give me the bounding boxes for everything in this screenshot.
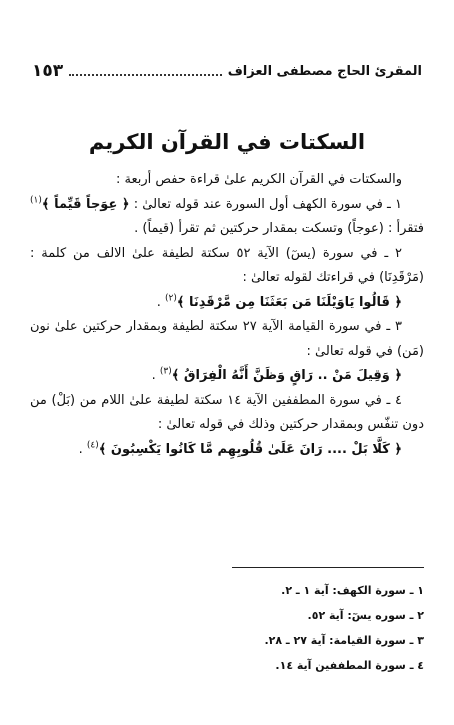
item-2-paragraph xyxy=(30,242,424,291)
item-2-verse-line: ﴿ قَالُوا يَاوَيْلَنَا مَن بَعَثَنَا مِن مَّرْقَدِنَا ﴾$^{(٢)}$ . xyxy=(156,293,402,310)
footnote-ref-3: (٣) xyxy=(159,366,172,377)
item-4-verse: ﴿ كَلَّا بَلْ .... رَانَ عَلَىٰ قُلُوبِهِم مَّا كَانُوا يَكْسِبُونَ ﴾ xyxy=(98,441,402,457)
leader-dots xyxy=(69,66,222,76)
item-2-text: ٢ ـ في سورة (يسٓ) الآية ٥٢ سكتة لطيفة علىٰ الالف من كلمة : (مَرْقَدِنَا) في قراءتك لقوله تعالىٰ : xyxy=(30,245,424,285)
footnote-ref-1: (١) xyxy=(30,195,42,206)
page-number: ١٥٣ xyxy=(32,61,64,81)
footnotes xyxy=(30,578,424,678)
item-1-tail: فتقرأ : (عوجاً) وتسكت بمقدار حركتين ثم تقرأ (قيماً) . xyxy=(134,221,424,236)
chapter-title: السكتات في القرآن الكريم xyxy=(88,130,366,154)
footnote-1: ١ ـ سورة الكهف: آية ١ ـ ٢. xyxy=(281,584,424,597)
item-3-text: ٣ ـ في سورة القيامة الآية ٢٧ سكتة لطيفة وبمقدار حركتين علىٰ نون (مَن) في قوله تعالىٰ : xyxy=(30,319,424,359)
item-3-paragraph xyxy=(30,315,424,364)
running-title: المقرئ الحاج مصطفى العزاف xyxy=(227,63,422,79)
item-3-verse-line: ﴿ وَقِيلَ مَنْ .. رَاقٍ وَظَنَّ أَنَّهُ الْفِرَاقُ ﴾$^{(٣)}$ . xyxy=(151,366,402,383)
footnote-ref-4: (٤) xyxy=(86,440,99,451)
footnote-ref-2: (٢) xyxy=(164,293,177,304)
item-3-verse: ﴿ وَقِيلَ مَنْ .. رَاقٍ وَظَنَّ أَنَّهُ الْفِرَاقُ ﴾ xyxy=(171,368,402,383)
item-1-verse: ﴿ عِوَجاً قَيِّماً ﴾ xyxy=(41,196,130,212)
running-header xyxy=(32,60,422,82)
item-4-text: ٤ ـ في سورة المطففين الآية ١٤ سكتة لطيفة علىٰ اللام من (بَلْ) من دون تنفّس وبمقدار حركتين وذلك في قوله تعالىٰ : xyxy=(30,392,424,432)
intro-paragraph: والسكتات في القرآن الكريم علىٰ قراءة حفص أربعة : xyxy=(115,172,402,187)
item-2-verse: ﴿ قَالُوا يَاوَيْلَنَا مَن بَعَثَنَا مِن مَّرْقَدِنَا ﴾ xyxy=(176,294,402,310)
footnote-divider xyxy=(232,567,424,568)
footnote-3: ٣ ـ سورة القيامة: آية ٢٧ ـ ٢٨. xyxy=(264,634,424,647)
item-1-text: ١ ـ في سورة الكهف أول السورة عند قوله تعالىٰ : xyxy=(133,196,403,212)
item-4-verse-line: ﴿ كَلَّا بَلْ .... رَانَ عَلَىٰ قُلُوبِهِم مَّا كَانُوا يَكْسِبُونَ ﴾$^{(٤)}$ . xyxy=(78,440,402,457)
item-1-paragraph xyxy=(30,193,424,242)
footnote-4: ٤ ـ سورة المطففين آية ١٤. xyxy=(275,659,424,672)
item-4-paragraph xyxy=(30,389,424,438)
body-text xyxy=(30,168,424,462)
footnote-2: ٢ ـ سوره يسٓ: آية ٥٢. xyxy=(307,609,424,622)
